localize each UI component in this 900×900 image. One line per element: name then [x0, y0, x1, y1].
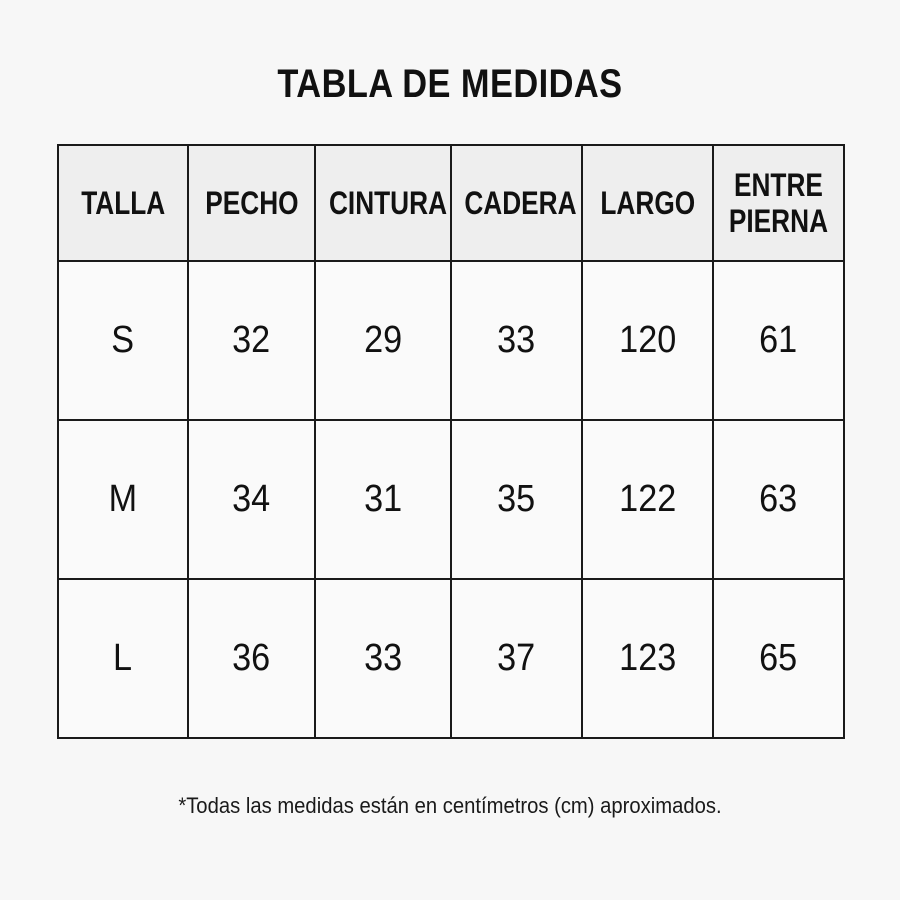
cell-value: 33: [497, 319, 536, 361]
table-cell: [582, 420, 713, 579]
header-entrepierna: [713, 145, 844, 261]
table-cell: [713, 579, 844, 738]
table-cell: [58, 579, 188, 738]
table-cell: [188, 579, 315, 738]
cell-value: 123: [618, 637, 677, 679]
table-header-row: [58, 145, 844, 261]
table-row: [58, 420, 844, 579]
cell-value: 29: [363, 319, 403, 361]
header-cintura-label: CINTURA: [328, 185, 448, 221]
cell-value: 33: [363, 637, 403, 679]
table-cell: [451, 579, 582, 738]
header-pecho-label: PECHO: [204, 185, 299, 221]
header-entrepierna-label: ENTRE PIERNA: [728, 167, 829, 239]
cell-value: 36: [232, 637, 271, 679]
table-cell: [451, 261, 582, 420]
page-title: TABLA DE MEDIDAS: [277, 62, 623, 106]
table-cell: [713, 261, 844, 420]
cell-value: 31: [363, 478, 403, 520]
size-chart-table: [57, 144, 845, 739]
table-cell: [188, 420, 315, 579]
cell-value: 34: [232, 478, 271, 520]
footnote: *Todas las medidas están en centímetros (cm) aproximados.: [178, 793, 722, 818]
table-cell: [582, 261, 713, 420]
table-cell: [582, 579, 713, 738]
cell-value: 63: [759, 478, 798, 520]
cell-value: S: [111, 319, 135, 361]
cell-value: 35: [497, 478, 536, 520]
header-cadera-label: CADERA: [464, 185, 577, 221]
table-cell: [713, 420, 844, 579]
cell-value: M: [108, 478, 138, 520]
table-cell: [315, 420, 451, 579]
cell-value: L: [113, 637, 133, 679]
header-largo: [582, 145, 713, 261]
table-cell: [451, 420, 582, 579]
header-cadera: [451, 145, 582, 261]
table-row: [58, 261, 844, 420]
header-pecho: [188, 145, 315, 261]
cell-value: 61: [759, 319, 798, 361]
table-cell: [315, 579, 451, 738]
header-talla-label: TALLA: [80, 185, 166, 221]
cell-value: 122: [618, 478, 677, 520]
table-cell: [58, 420, 188, 579]
table-cell: [188, 261, 315, 420]
header-largo-label: LARGO: [600, 185, 695, 221]
cell-value: 120: [618, 319, 677, 361]
cell-value: 32: [232, 319, 271, 361]
cell-value: 37: [497, 637, 536, 679]
header-talla: [58, 145, 188, 261]
header-cintura: [315, 145, 451, 261]
table-cell: [58, 261, 188, 420]
table-cell: [315, 261, 451, 420]
cell-value: 65: [759, 637, 798, 679]
table-row: [58, 579, 844, 738]
